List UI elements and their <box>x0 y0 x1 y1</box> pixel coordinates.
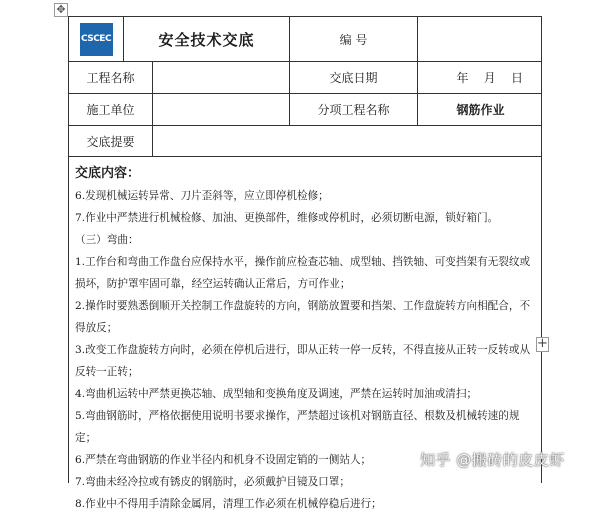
content-paragraph: 6.发现机械运转异常、刀片歪斜等，应立即停机检修； <box>75 190 329 202</box>
content-paragraph: 7.作业中严禁进行机械检修、加油、更换部件，维修或停机时，必须切断电源，锁好箱门。 <box>75 212 499 224</box>
date-value: 年 月 日 <box>456 71 523 85</box>
date-label-cell <box>290 62 418 93</box>
table-move-handle[interactable]: ✥ <box>54 3 68 17</box>
unit-value-cell[interactable] <box>153 94 290 125</box>
content-paragraph: 6.严禁在弯曲钢筋的作业半径内和机身不设固定销的一侧站人； <box>75 454 372 466</box>
company-logo: CSCEC <box>80 23 113 56</box>
content-paragraph: 5.弯曲钢筋时，严格依据使用说明书要求操作，严禁超过该机对钢筋直径、根数及机械转速的规定； <box>75 410 520 444</box>
logo-cell <box>69 17 124 61</box>
project-name-label: 工程名称 <box>86 71 135 85</box>
header-row <box>69 17 541 62</box>
unit-row <box>69 94 541 126</box>
zhihu-watermark: 知乎 @搬砖的皮皮虾 <box>420 451 565 469</box>
date-label: 交底日期 <box>329 71 378 85</box>
project-name-value-cell[interactable] <box>153 62 290 93</box>
disclosure-content[interactable] <box>69 157 541 510</box>
number-label: 编 号 <box>339 32 368 47</box>
add-row-button[interactable]: + <box>537 336 548 351</box>
unit-label: 施工单位 <box>86 103 135 117</box>
content-paragraph: 2.操作时要熟悉倒顺开关控制工作盘旋转的方向，钢筋放置要和挡架、工作盘旋转方向相配合，不得放反； <box>75 300 531 334</box>
content-heading: 交底内容： <box>75 166 141 181</box>
number-value-cell[interactable] <box>418 17 543 61</box>
form-title: 安全技术交底 <box>158 30 255 49</box>
subproject-label: 分项工程名称 <box>317 103 390 117</box>
content-paragraph: 7.弯曲未经冷拉或有锈皮的钢筋时，必须戴护目镜及口罩； <box>75 476 350 488</box>
content-paragraph: （三）弯曲： <box>75 234 139 246</box>
content-paragraph: 8.作业中不得用手清除金属屑，清理工作必须在机械停稳后进行； <box>75 498 382 510</box>
subproject-label-cell <box>290 94 418 125</box>
number-label-cell <box>290 17 418 61</box>
content-paragraph: 3.改变工作盘旋转方向时，必须在停机后进行，即从正转一停一反转，不得直接从正转一反转或从反转一正转； <box>75 344 531 378</box>
summary-label-cell <box>69 126 153 156</box>
date-value-cell[interactable] <box>418 62 543 93</box>
content-paragraph: 4.弯曲机运转中严禁更换芯轴、成型轴和变换角度及调速，严禁在运转时加油或清扫； <box>75 388 478 400</box>
summary-row <box>69 126 541 157</box>
project-row <box>69 62 541 94</box>
project-name-label-cell <box>69 62 153 93</box>
subproject-value-cell[interactable] <box>418 94 543 125</box>
unit-label-cell <box>69 94 153 125</box>
safety-disclosure-form <box>68 16 542 510</box>
summary-label: 交底提要 <box>86 134 135 149</box>
content-paragraph: 1.工作台和弯曲工作盘台应保持水平，操作前应检查芯轴、成型轴、挡铁轴、可变挡架有无裂纹或损坏，防护罩牢固可靠，经空运转确认正常后，方可作业； <box>75 256 531 290</box>
summary-value-cell[interactable] <box>153 126 543 156</box>
title-cell <box>124 17 290 61</box>
subproject-value: 钢筋作业 <box>456 103 505 117</box>
